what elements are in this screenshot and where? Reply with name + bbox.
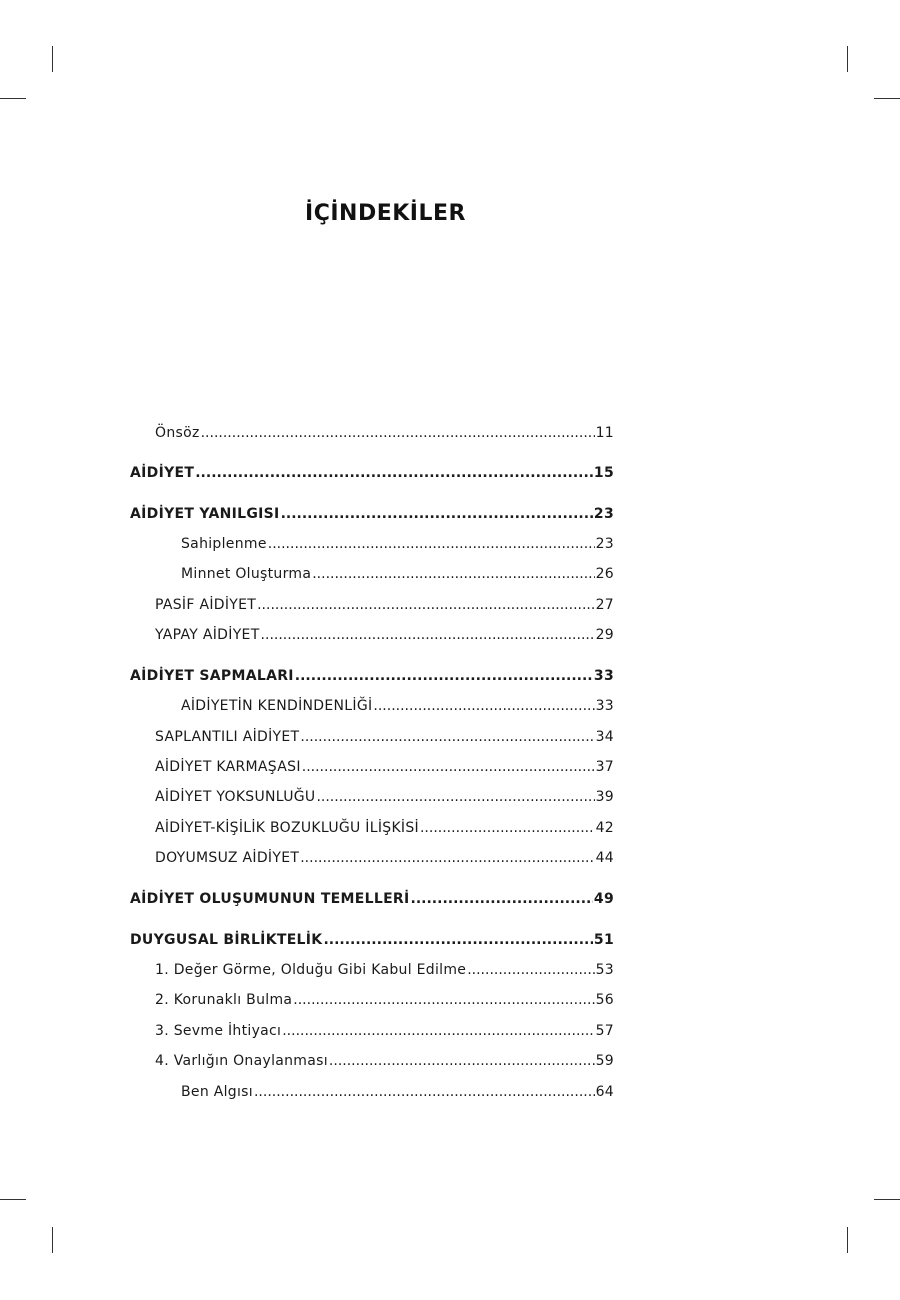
toc-entry-page-number: 23 xyxy=(593,506,614,522)
toc-entry-label: AİDİYETİN KENDİNDENLİĞİ xyxy=(181,698,373,714)
toc-entry[interactable] xyxy=(130,499,614,529)
toc-entry[interactable] xyxy=(130,1077,614,1107)
toc-entry-label: Ben Algısı xyxy=(181,1084,253,1100)
toc-entry-label: AİDİYET-KİŞİLİK BOZUKLUĞU İLİŞKİSİ xyxy=(155,820,419,836)
toc-entry[interactable] xyxy=(130,884,614,914)
toc-leader-dots xyxy=(257,590,594,620)
toc-entry[interactable] xyxy=(130,691,614,721)
toc-entry-page-number: 23 xyxy=(595,536,614,552)
toc-entry-label: DUYGUSAL BİRLİKTELİK xyxy=(130,932,323,948)
toc-entry-label: AİDİYET xyxy=(130,465,195,481)
toc-entry[interactable] xyxy=(130,752,614,782)
toc-entry-label: Sahiplenme xyxy=(181,536,267,552)
toc-entry-page-number: 53 xyxy=(595,962,614,978)
toc-entry-page-number: 42 xyxy=(595,820,614,836)
toc-entry-label: 1. Değer Görme, Olduğu Gibi Kabul Edilme xyxy=(155,962,467,978)
toc-entry[interactable] xyxy=(130,1046,614,1076)
crop-mark-top-right-vertical xyxy=(847,46,848,72)
toc-entry-label: 4. Varlığın Onaylanması xyxy=(155,1053,328,1069)
toc-entry[interactable] xyxy=(130,955,614,985)
toc-entry-label: AİDİYET OLUŞUMUNUN TEMELLERİ xyxy=(130,891,410,907)
toc-entry-page-number: 15 xyxy=(593,465,614,481)
toc-entry[interactable] xyxy=(130,418,614,448)
crop-mark-bottom-right-vertical xyxy=(847,1227,848,1253)
toc-entry[interactable] xyxy=(130,590,614,620)
toc-entry-page-number: 33 xyxy=(593,668,614,684)
toc-leader-dots xyxy=(467,955,594,985)
toc-entry-page-number: 49 xyxy=(593,891,614,907)
toc-entry-label: 3. Sevme İhtiyacı xyxy=(155,1023,282,1039)
toc-entry[interactable] xyxy=(130,813,614,843)
toc-entry[interactable] xyxy=(130,843,614,873)
toc-entry[interactable] xyxy=(130,985,614,1015)
toc-entry-page-number: 56 xyxy=(595,992,614,1008)
toc-leader-dots xyxy=(282,1016,594,1046)
toc-entry-page-number: 51 xyxy=(593,932,614,948)
crop-mark-bottom-right-horizontal xyxy=(874,1199,900,1200)
toc-entry-page-number: 37 xyxy=(595,759,614,775)
toc-leader-dots xyxy=(201,418,595,448)
toc-entry-label: YAPAY AİDİYET xyxy=(155,627,260,643)
toc-entry[interactable] xyxy=(130,458,614,488)
crop-mark-top-right-horizontal xyxy=(874,98,900,99)
page-title: İÇİNDEKİLER xyxy=(305,201,466,226)
toc-leader-dots xyxy=(373,691,594,721)
toc-entry-page-number: 59 xyxy=(595,1053,614,1069)
toc-leader-dots xyxy=(281,499,593,529)
toc-entry-label: SAPLANTILI AİDİYET xyxy=(155,729,300,745)
toc-entry-page-number: 26 xyxy=(595,566,614,582)
toc-leader-dots xyxy=(268,529,595,559)
toc-entry[interactable] xyxy=(130,925,614,955)
toc-leader-dots xyxy=(293,985,594,1015)
toc-entry-label: Önsöz xyxy=(155,425,200,441)
toc-entry-page-number: 33 xyxy=(595,698,614,714)
toc-entry-page-number: 57 xyxy=(595,1023,614,1039)
toc-entry[interactable] xyxy=(130,559,614,589)
crop-mark-top-left-horizontal xyxy=(0,98,26,99)
toc-entry[interactable] xyxy=(130,782,614,812)
toc-entry[interactable] xyxy=(130,722,614,752)
toc-entry[interactable] xyxy=(130,529,614,559)
crop-mark-bottom-left-vertical xyxy=(52,1227,53,1253)
toc-entry-label: AİDİYET YOKSUNLUĞU xyxy=(155,789,316,805)
toc-leader-dots xyxy=(254,1077,595,1107)
crop-mark-bottom-left-horizontal xyxy=(0,1199,26,1200)
toc-leader-dots xyxy=(295,661,593,691)
toc-entry-label: PASİF AİDİYET xyxy=(155,597,257,613)
toc-leader-dots xyxy=(420,813,595,843)
toc-entry-page-number: 44 xyxy=(595,850,614,866)
toc-entry-label: AİDİYET SAPMALARI xyxy=(130,668,294,684)
toc-entry-page-number: 27 xyxy=(595,597,614,613)
toc-entry-label: DOYUMSUZ AİDİYET xyxy=(155,850,300,866)
toc-leader-dots xyxy=(195,458,593,488)
toc-leader-dots xyxy=(261,620,595,650)
toc-entry[interactable] xyxy=(130,620,614,650)
toc-entry-page-number: 11 xyxy=(595,425,614,441)
toc-entry[interactable] xyxy=(130,1016,614,1046)
toc-entry-page-number: 64 xyxy=(595,1084,614,1100)
toc-entry-label: AİDİYET KARMAŞASI xyxy=(155,759,301,775)
toc-leader-dots xyxy=(300,722,594,752)
toc-leader-dots xyxy=(329,1046,595,1076)
toc-entry-label: AİDİYET YANILGISI xyxy=(130,506,280,522)
toc-entry-label: Minnet Oluşturma xyxy=(181,566,312,582)
toc-leader-dots xyxy=(300,843,594,873)
crop-mark-top-left-vertical xyxy=(52,46,53,72)
toc-leader-dots xyxy=(411,884,593,914)
toc-entry[interactable] xyxy=(130,661,614,691)
toc-leader-dots xyxy=(302,752,595,782)
toc-entry-page-number: 29 xyxy=(595,627,614,643)
toc-leader-dots xyxy=(316,782,594,812)
toc-entry-label: 2. Korunaklı Bulma xyxy=(155,992,293,1008)
toc-entry-page-number: 39 xyxy=(595,789,614,805)
toc-leader-dots xyxy=(312,559,594,589)
toc-entry-page-number: 34 xyxy=(595,729,614,745)
toc-leader-dots xyxy=(323,925,592,955)
